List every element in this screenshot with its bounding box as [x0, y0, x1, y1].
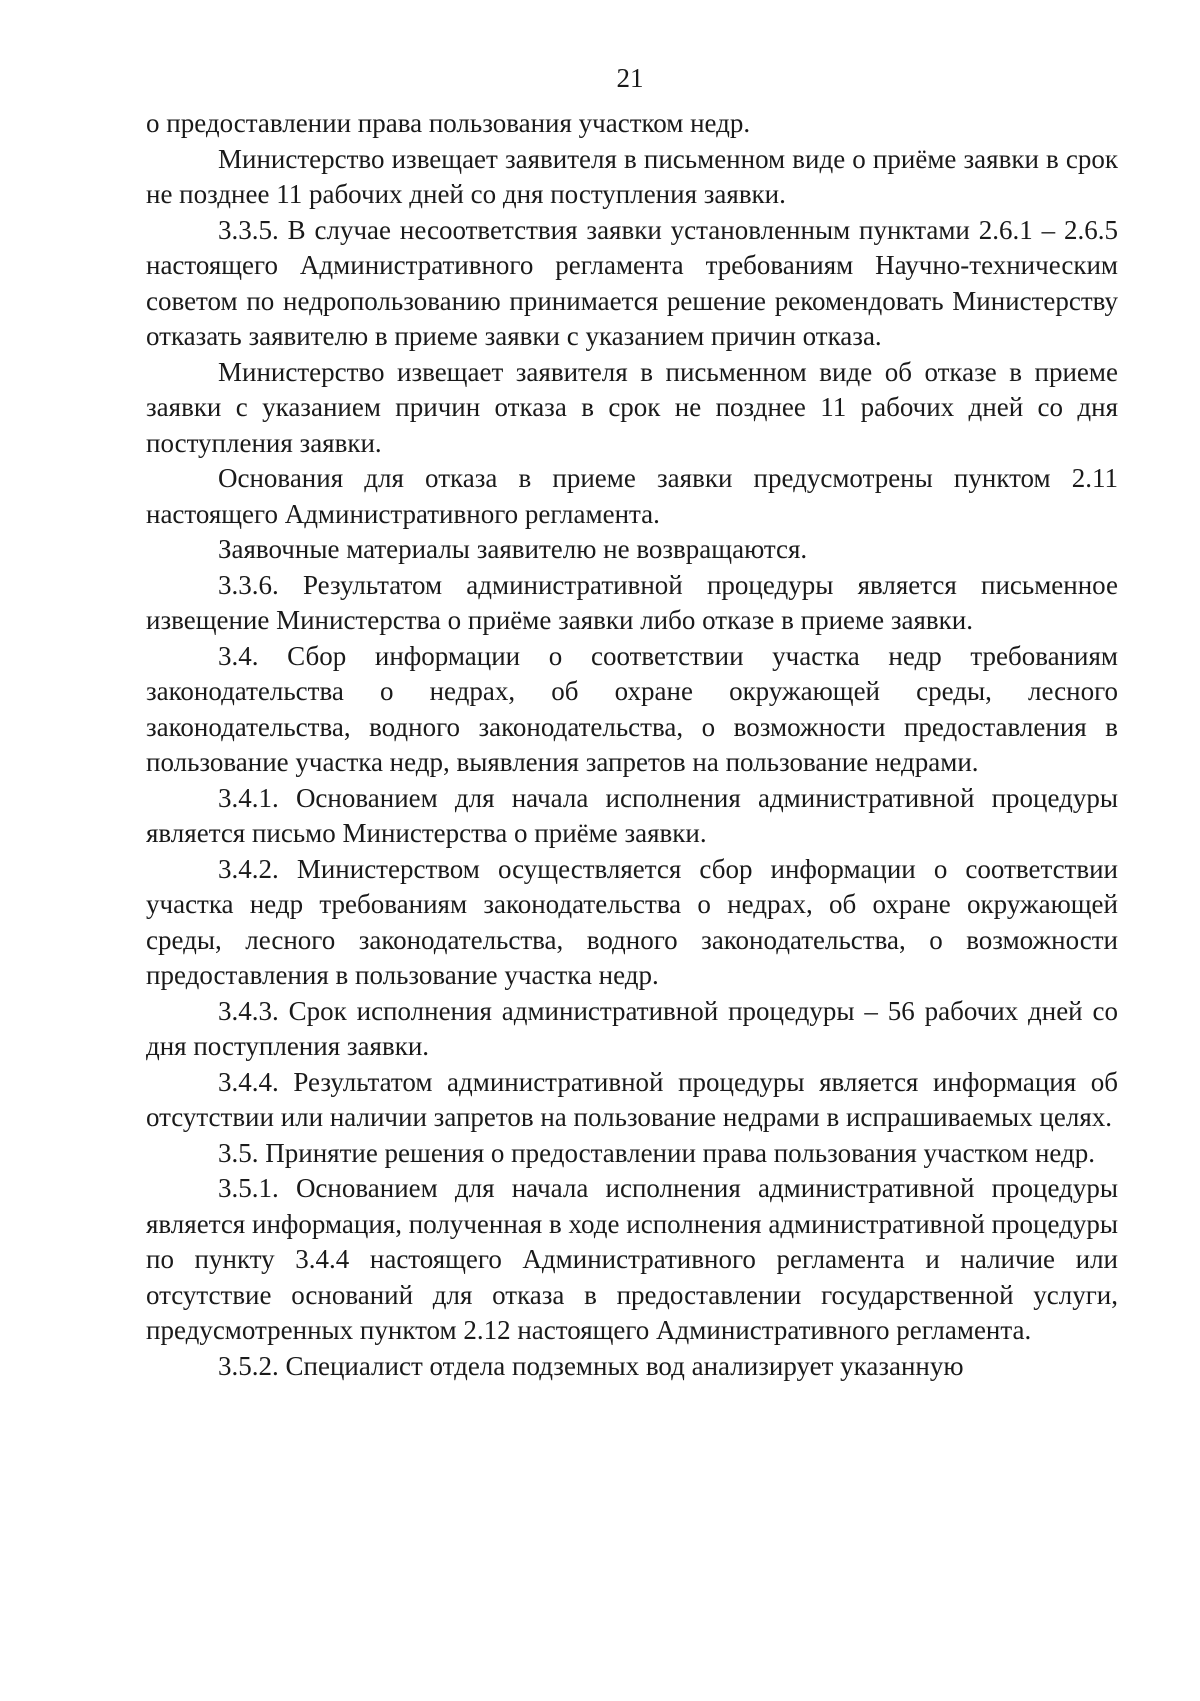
- paragraph: 3.3.6. Результатом административной процедуры является письменное извещение Министерства о приёме заявки либо отказе в приеме заявки.: [146, 569, 1118, 635]
- paragraph: 3.5.1. Основанием для начала исполнения административной процедуры является информация, полученная в ходе исполнения административной процедуры по пункту 3.4.4 настоящего Административного регламента и наличие или отсутствие оснований для отказа в предоставлении государственной услуги, предусмотренных пунктом 2.12 настоящего Административного регламента.: [146, 1173, 1118, 1345]
- paragraph: 3.4. Сбор информации о соответствии участка недр требованиям законодательства о недрах, об охране окружающей среды, лесного законодательства, водного законодательства, о возможности предоставления в пользование участка недр, выявления запретов на пользование недрами.: [146, 640, 1118, 777]
- paragraph: о предоставлении права пользования участком недр.: [146, 108, 751, 138]
- paragraph: 3.4.3. Срок исполнения административной процедуры – 56 рабочих дней со дня поступления заявки.: [146, 995, 1118, 1061]
- document-body: [146, 106, 1118, 1384]
- paragraph: Министерство извещает заявителя в письменном виде о приёме заявки в срок не позднее 11 рабочих дней со дня поступления заявки.: [146, 143, 1118, 209]
- paragraph: Основания для отказа в приеме заявки предусмотрены пунктом 2.11 настоящего Административного регламента.: [146, 463, 1118, 529]
- paragraph: 3.3.5. В случае несоответствия заявки установленным пунктами 2.6.1 – 2.6.5 настоящего Административного регламента требованиям Научно-техническим советом по недропользованию принимается решение рекомендовать Министерству отказать заявителю в приеме заявки с указанием причин отказа.: [146, 214, 1118, 351]
- paragraph: Министерство извещает заявителя в письменном виде об отказе в приеме заявки с указанием причин отказа в срок не позднее 11 рабочих дней со дня поступления заявки.: [146, 356, 1118, 458]
- paragraph: 3.4.4. Результатом административной процедуры является информация об отсутствии или наличии запретов на пользование недрами в испрашиваемых целях.: [146, 1066, 1118, 1132]
- paragraph: 3.5.2. Специалист отдела подземных вод анализирует указанную: [218, 1350, 964, 1381]
- paragraph: 3.4.1. Основанием для начала исполнения административной процедуры является письмо Министерства о приёме заявки.: [146, 782, 1118, 848]
- paragraph: 3.5. Принятие решения о предоставлении права пользования участком недр.: [218, 1137, 1096, 1168]
- paragraph: 3.4.2. Министерством осуществляется сбор информации о соответствии участка недр требованиям законодательства о недрах, об охране окружающей среды, лесного законодательства, водного законодательства, о возможности предоставления в пользование участка недр.: [146, 853, 1118, 990]
- page-number: 21: [616, 63, 644, 93]
- paragraph: Заявочные материалы заявителю не возвращаются.: [218, 534, 808, 564]
